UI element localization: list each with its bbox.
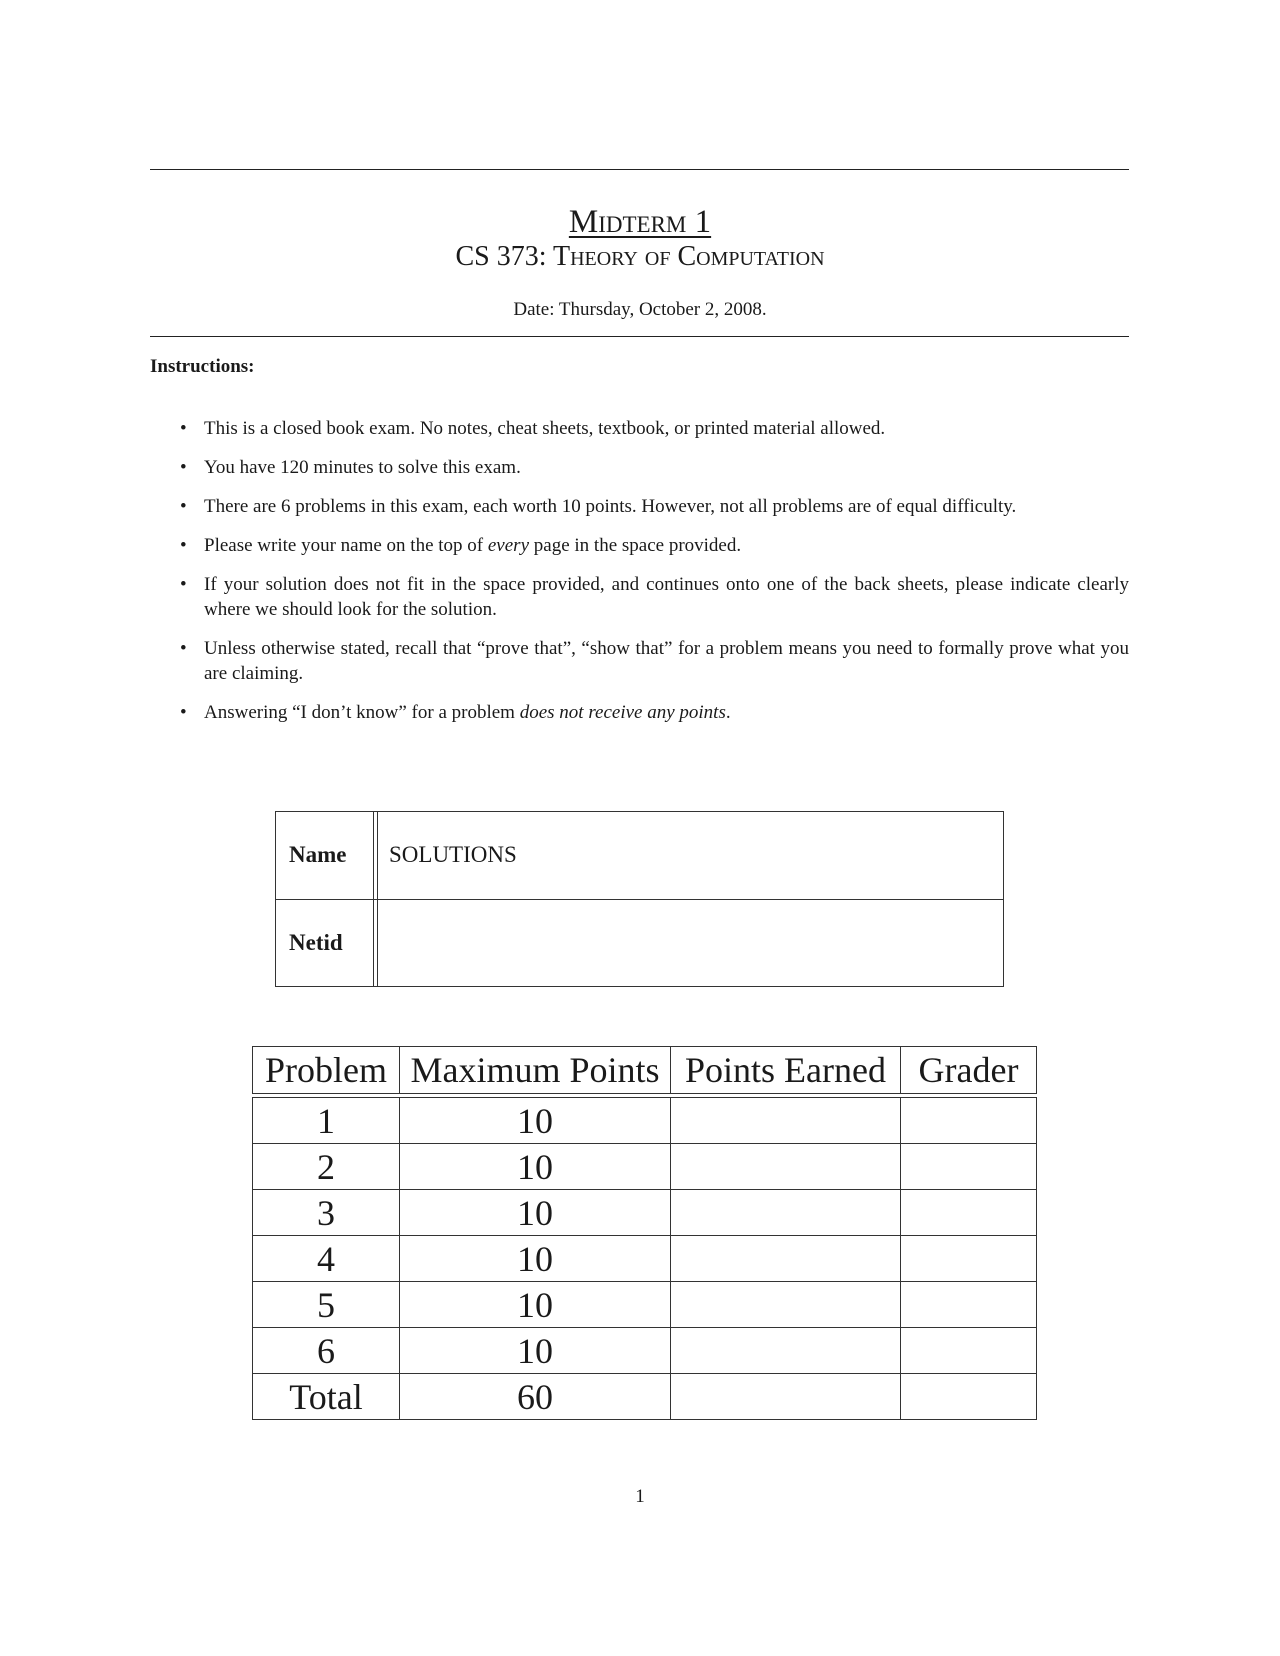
grader-cell[interactable] [901,1282,1037,1328]
identity-table [275,811,1004,987]
instruction-text-pre: Answering “I don’t know” for a problem [204,702,520,723]
instruction-text-pre: Please write your name on the top of [204,535,488,556]
instruction-text-emphasis: does not receive any points [519,702,726,723]
name-field[interactable]: SOLUTIONS [389,842,517,867]
bullet-icon: • [180,638,187,659]
instruction-text: This is a closed book exam. No notes, cheat sheets, textbook, or printed material allowed. [204,418,886,439]
points-earned-cell[interactable] [671,1098,901,1144]
header-grader: Grader [901,1047,1037,1094]
score-table [252,1046,1037,1420]
header-problem: Problem [253,1047,400,1094]
points-earned-cell[interactable] [671,1190,901,1236]
grader-cell[interactable] [901,1236,1037,1282]
max-points-cell: 10 [400,1190,671,1236]
name-label: Name [289,842,347,867]
name-row [276,812,1003,900]
instruction-item [180,533,1129,558]
points-earned-cell[interactable] [671,1328,901,1374]
bullet-icon: • [180,457,187,478]
max-points-cell: 10 [400,1236,671,1282]
table-row [253,1282,1037,1328]
table-row [253,1098,1037,1144]
course-title: CS 373: Theory of Computation [455,241,825,272]
exam-date: Date: Thursday, October 2, 2008. [513,299,767,320]
problem-cell: 2 [253,1144,400,1190]
instruction-text-post: page in the space provided. [529,535,742,556]
table-row-total [253,1374,1037,1420]
problem-cell: Total [253,1374,400,1420]
score-table-header [253,1047,1037,1094]
max-points-cell: 10 [400,1144,671,1190]
header-bottom-rule [150,336,1129,337]
bullet-icon: • [180,418,187,439]
instructions-heading: Instructions: [150,356,255,377]
top-rule [150,169,1129,170]
instruction-text-emphasis: every [487,535,530,556]
max-points-cell: 10 [400,1282,671,1328]
instruction-item [180,700,1129,725]
page-number: 1 [635,1486,645,1507]
netid-label: Netid [289,930,343,955]
bullet-icon: • [180,574,187,595]
table-row [253,1328,1037,1374]
exam-title: Midterm 1 [568,204,712,240]
points-earned-cell[interactable] [671,1374,901,1420]
points-earned-cell[interactable] [671,1144,901,1190]
grader-cell[interactable] [901,1098,1037,1144]
instruction-text-post: . [725,702,731,723]
points-earned-cell[interactable] [671,1282,901,1328]
table-row [253,1236,1037,1282]
bullet-icon: • [180,535,187,556]
max-points-cell: 10 [400,1098,671,1144]
instruction-text: Unless otherwise stated, recall that “prove that”, “show that” for a problem means you need to formally prove what you are claiming. [204,638,1129,684]
header-points-earned: Points Earned [671,1047,901,1094]
bullet-icon: • [180,702,187,723]
problem-cell: 4 [253,1236,400,1282]
instruction-item [180,455,1129,480]
grader-cell[interactable] [901,1190,1037,1236]
instruction-text: You have 120 minutes to solve this exam. [204,457,521,478]
bullet-icon: • [180,496,187,517]
instruction-item [180,416,1129,441]
problem-cell: 6 [253,1328,400,1374]
instruction-text: There are 6 problems in this exam, each worth 10 points. However, not all problems are of equal difficulty. [204,496,1017,517]
problem-cell: 5 [253,1282,400,1328]
grader-cell[interactable] [901,1374,1037,1420]
max-points-cell: 10 [400,1328,671,1374]
instruction-item [180,572,1129,622]
grader-cell[interactable] [901,1144,1037,1190]
problem-cell: 3 [253,1190,400,1236]
grader-cell[interactable] [901,1328,1037,1374]
table-row [253,1190,1037,1236]
header-max-points: Maximum Points [400,1047,671,1094]
instructions-list [180,416,1129,739]
instruction-text: If your solution does not fit in the space provided, and continues onto one of the back sheets, please indicate clearly where we should look for the solution. [204,574,1129,620]
problem-cell: 1 [253,1098,400,1144]
instruction-item [180,636,1129,686]
max-points-cell: 60 [400,1374,671,1420]
netid-row [276,900,1003,988]
table-row [253,1144,1037,1190]
points-earned-cell[interactable] [671,1236,901,1282]
instruction-item [180,494,1129,519]
